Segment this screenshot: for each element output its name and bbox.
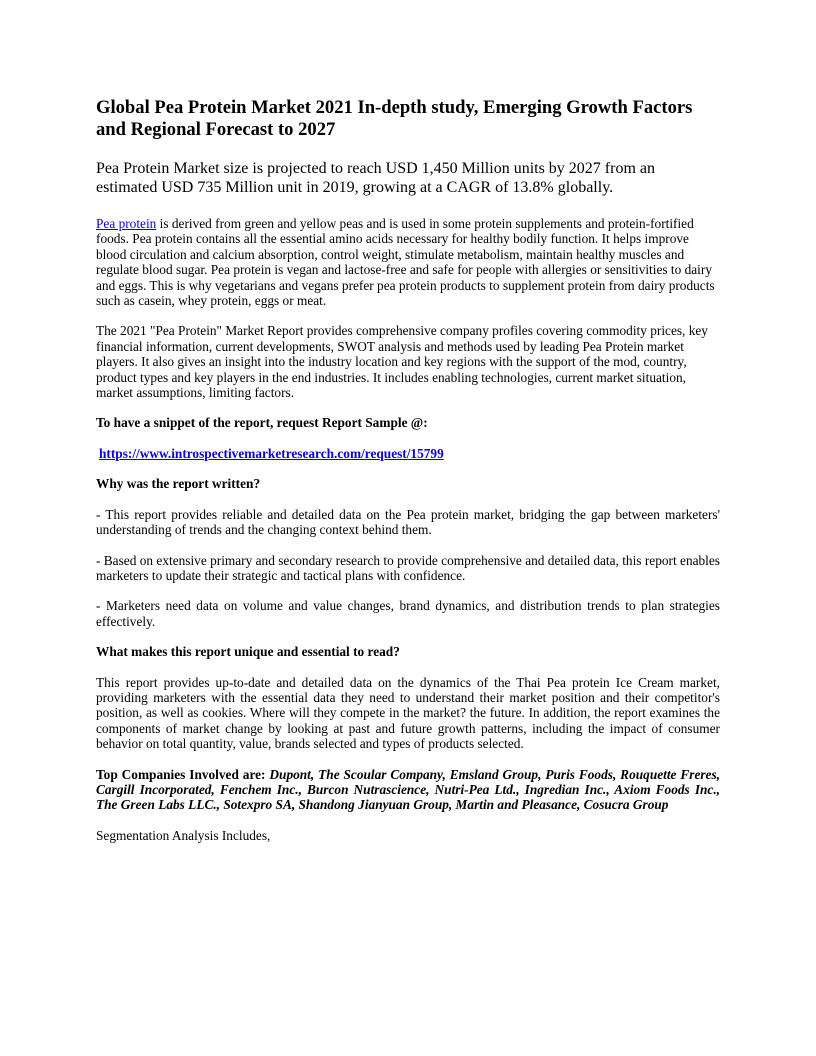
unique-paragraph: This report provides up-to-date and detailed data on the dynamics of the Thai Pea protein Ice Cream market, providing marketers with the essential data they need to understand their market position and their competitor's position, as well as cookies. Where will they compete in the market? the future. In addition, the report examines the components of market change by looking at past and future growth patterns, including the impact of consumer behavior on total quantity, value, brands selected and types of products selected. <box>96 674 720 752</box>
page-title: Global Pea Protein Market 2021 In-depth study, Emerging Growth Factors and Regional Forecast to 2027 <box>96 97 693 140</box>
report-overview-paragraph: The 2021 "Pea Protein" Market Report provides comprehensive company profiles covering commodity prices, key financial information, current developments, SWOT analysis and methods used by leading Pea Protein market players. It also gives an insight into the industry location and key regions with the support of the mod, country, product types and key players in the end industries. It includes enabling technologies, current market situation, market assumptions, limiting factors. <box>96 323 708 401</box>
pea-protein-link[interactable]: Pea protein <box>96 216 157 231</box>
why-point: - This report provides reliable and detailed data on the Pea protein market, bridging the gap between marketers' understanding of trends and the changing context behind them. <box>96 506 720 538</box>
intro-text: is derived from green and yellow peas and is used in some protein supplements and protein-fortified foods. Pea protein contains all the essential amino acids necessary for healthy bodily function. It helps improve blood circulation and calcium absorption, control weight, stimulate metabolism, maintain healthy muscles and regulate blood sugar. Pea protein is vegan and lactose-free and safe for people with allergies or sensitivities to dairy and eggs. This is why vegetarians and vegans prefer pea protein products to supplement protein from dairy products such as casein, whey protein, eggs or meat. <box>96 216 715 309</box>
market-size-summary: Pea Protein Market size is projected to reach USD 1,450 Million units by 2027 from an estimated USD 735 Million unit in 2019, growing at a CAGR of 13.8% globally. <box>96 160 656 196</box>
sample-heading: To have a snippet of the report, request Report Sample @: <box>96 415 428 431</box>
report-sample-link[interactable]: https://www.introspectivemarketresearch.com/request/15799 <box>99 445 444 461</box>
why-heading: Why was the report written? <box>96 476 261 492</box>
unique-heading: What makes this report unique and essential to read? <box>96 644 400 660</box>
sample-link-line <box>96 446 720 461</box>
intro-paragraph <box>96 216 720 308</box>
why-point: - Based on extensive primary and secondary research to provide comprehensive and detailed data, this report enables marketers to update their strategic and tactical plans with confidence. <box>96 552 720 583</box>
companies-paragraph <box>96 767 720 813</box>
segmentation-line: Segmentation Analysis Includes, <box>96 827 271 843</box>
why-point: - Marketers need data on volume and value changes, brand dynamics, and distribution trends to plan strategies effectively. <box>96 598 720 629</box>
companies-list: Dupont, The Scoular Company, Emsland Group, Puris Foods, Rouquette Freres, Cargill Incorporated, Fenchem Inc., Burcon Nutrascience, Nutri-Pea Ltd., Ingredian Inc., Axiom Foods Inc., The Green Labs LLC., Sotexpro SA, Shandong Jianyuan Group, Martin and Pleasance, Cosucra Group <box>96 766 720 813</box>
companies-label: Top Companies Involved are: <box>96 766 270 782</box>
